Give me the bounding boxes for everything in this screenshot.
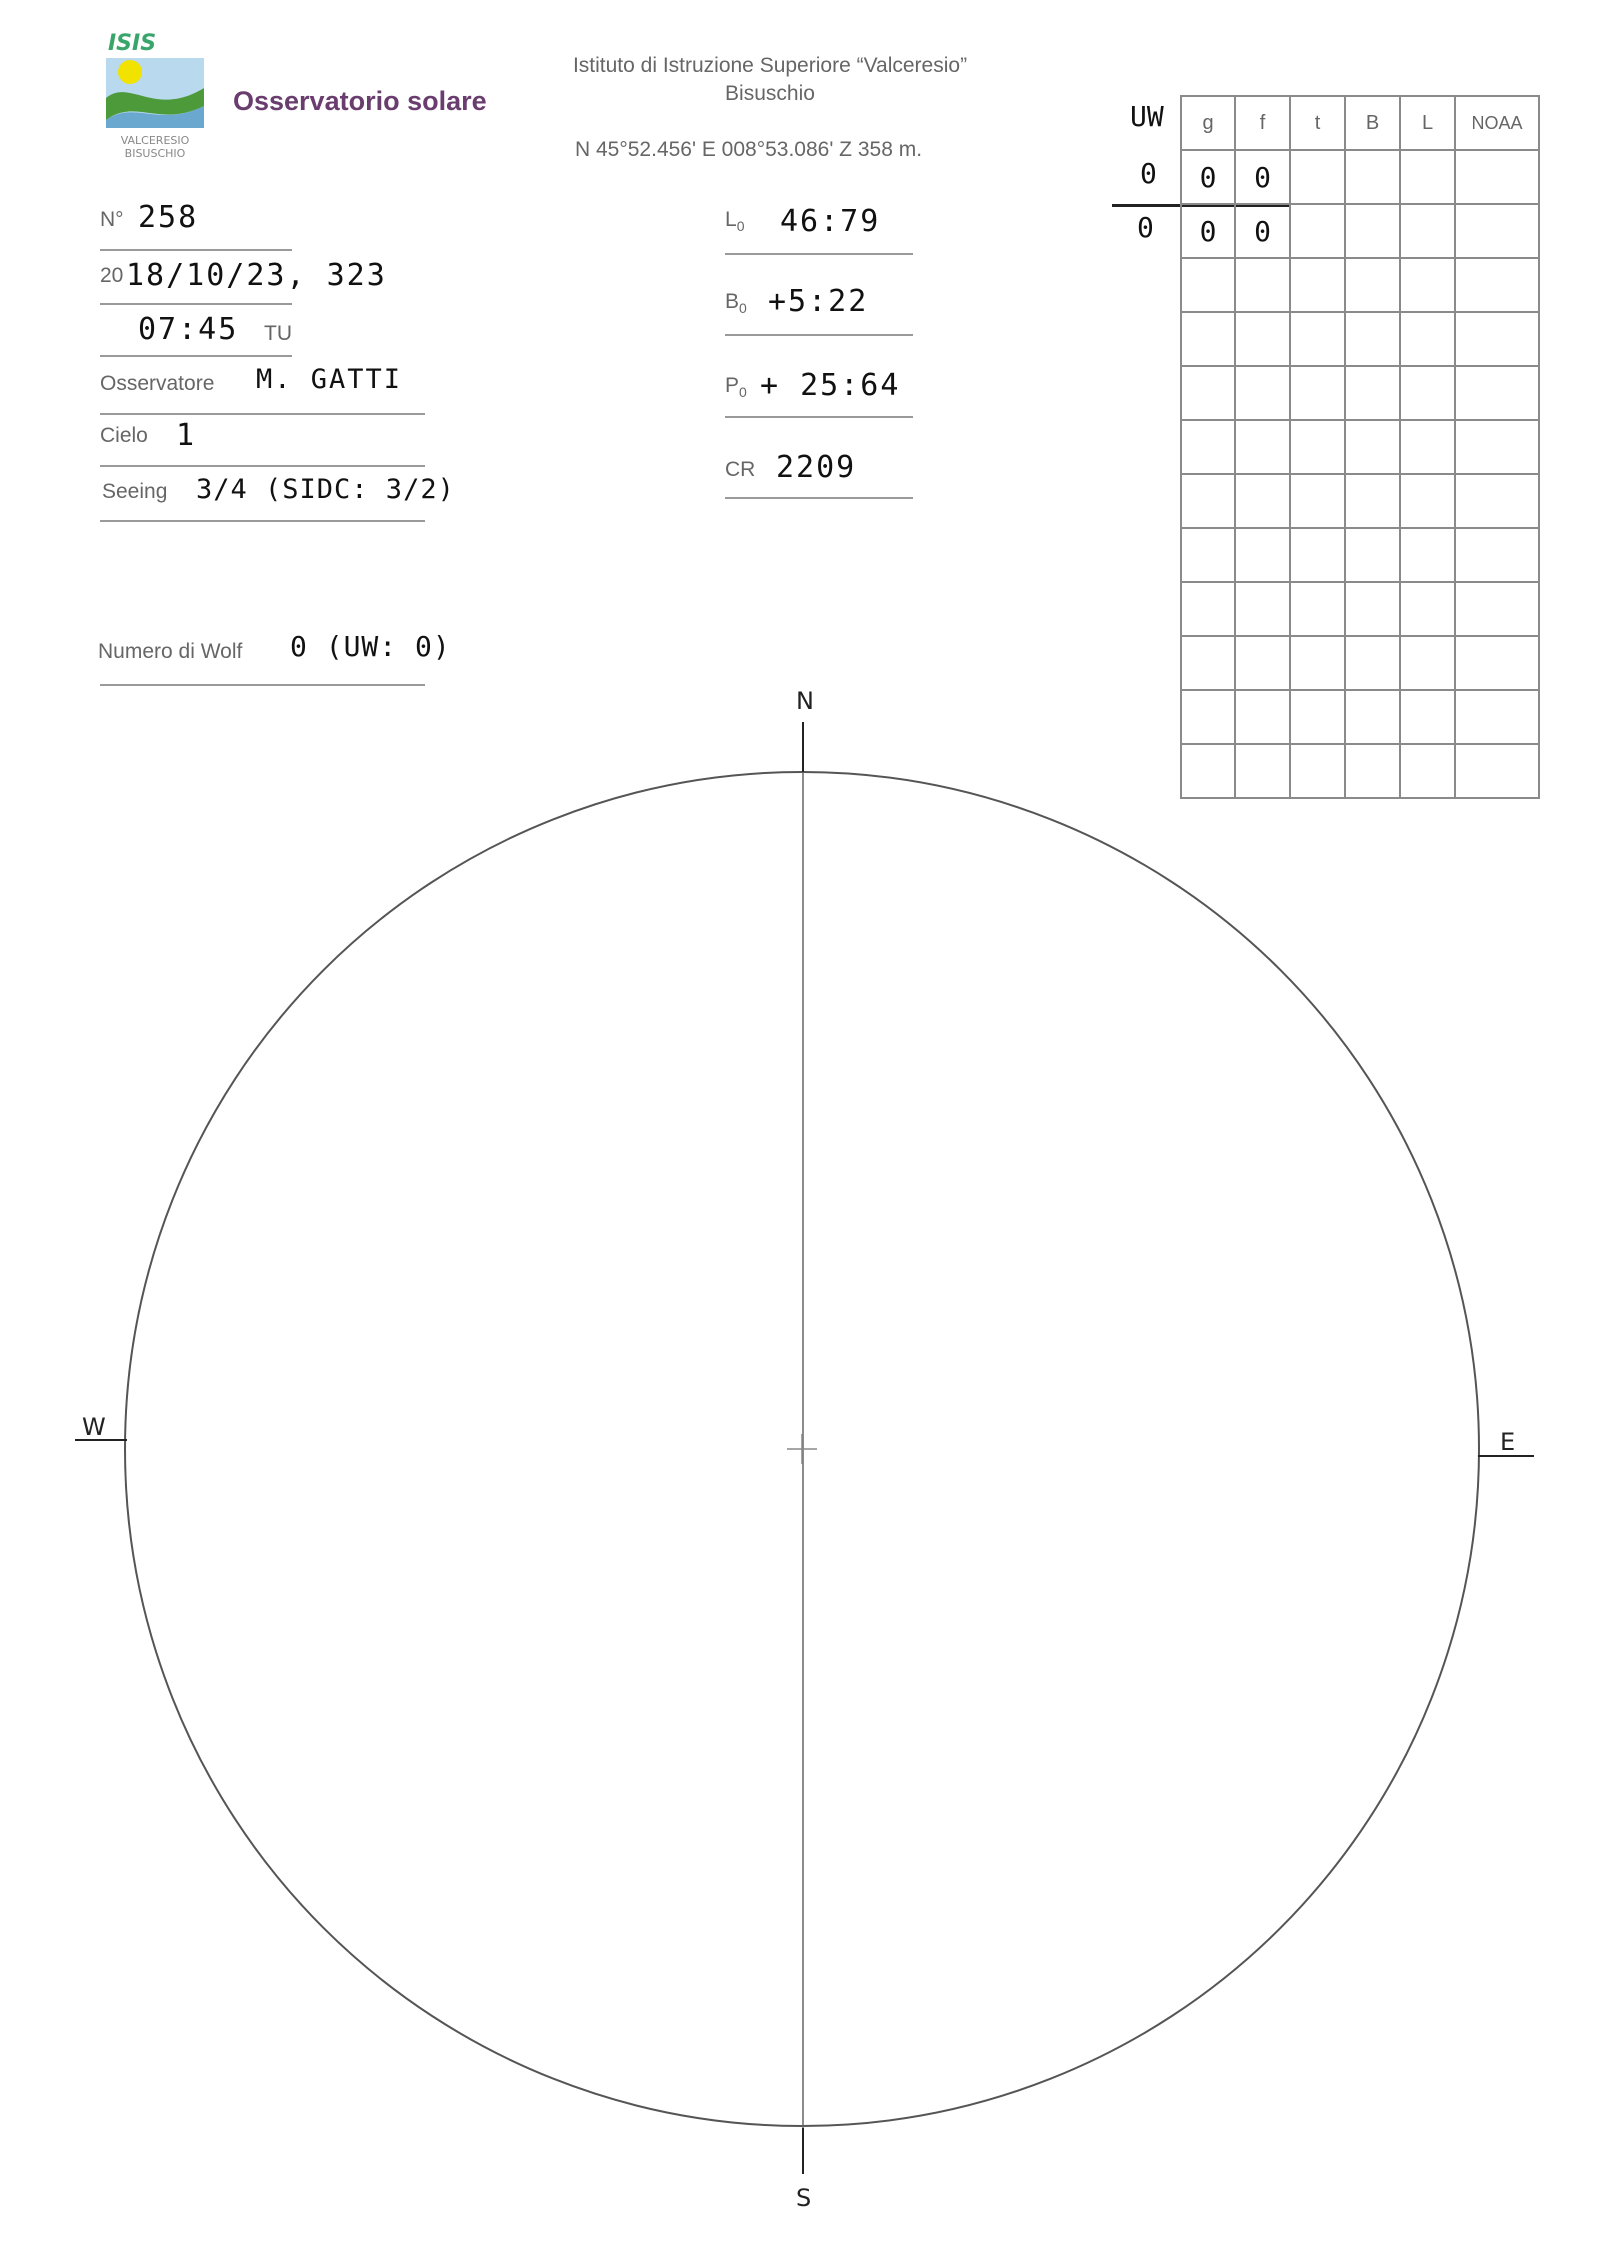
number-value[interactable]: 258	[138, 200, 199, 235]
observatory-title: Osservatorio solare	[233, 86, 487, 116]
east-label: E	[1500, 1428, 1516, 1456]
observer-value[interactable]: M. GATTI	[256, 364, 403, 395]
wolf-number-value[interactable]: 0 (UW: 0)	[290, 630, 451, 663]
column-header-l: L	[1400, 96, 1455, 150]
number-label: N°	[100, 208, 124, 231]
carrington-rotation-label: CR	[725, 458, 756, 481]
table-cell[interactable]: 0	[1235, 204, 1290, 258]
b0-label: $B_0$	[725, 290, 747, 317]
school-name: Istituto di Istruzione Superiore “Valceresio”	[572, 54, 968, 77]
table-cell[interactable]: 0	[1181, 150, 1235, 204]
uw-label: UW	[1130, 100, 1164, 133]
observatory-coordinates: N 45°52.456' E 008°53.086' Z 358 m.	[575, 138, 923, 161]
p0-label: $P_0$	[725, 374, 747, 401]
observer-label: Osservatore	[100, 372, 215, 395]
l0-label: $L_0$	[725, 208, 745, 235]
carrington-rotation-value[interactable]: 2209	[776, 450, 857, 485]
north-label: N	[796, 687, 814, 715]
time-unit: TU	[264, 322, 292, 345]
school-town: Bisuschio	[725, 82, 815, 105]
column-header-g: g	[1181, 96, 1235, 150]
p0-value[interactable]: + 25:64	[760, 368, 901, 403]
date-value[interactable]: 18/10/23, 323	[126, 258, 387, 293]
uw-value[interactable]: 0	[1140, 157, 1157, 190]
seeing-value[interactable]: 3/4 (SIDC: 3/2)	[196, 474, 455, 505]
uw-value[interactable]: 0	[1137, 211, 1154, 244]
table-cell[interactable]: 0	[1235, 150, 1290, 204]
b0-value[interactable]: +5:22	[768, 284, 869, 319]
column-header-f: f	[1235, 96, 1290, 150]
time-value[interactable]: 07:45	[138, 312, 239, 347]
table-cell[interactable]: 0	[1181, 204, 1235, 258]
seeing-label: Seeing	[102, 480, 168, 503]
logo-text: ISIS	[108, 31, 157, 56]
date-prefix: 20	[100, 264, 124, 287]
column-header-t: t	[1290, 96, 1345, 150]
west-label: W	[82, 1413, 106, 1441]
wolf-number-label: Numero di Wolf	[98, 640, 243, 663]
sky-label: Cielo	[100, 424, 148, 447]
south-label: S	[796, 2184, 812, 2212]
column-header-noaa: NOAA	[1455, 96, 1539, 150]
logo-subtitle-2: BISUSCHIO	[124, 147, 186, 160]
l0-value[interactable]: 46:79	[780, 204, 881, 239]
logo-subtitle-1: VALCERESIO	[120, 134, 190, 147]
sky-value[interactable]: 1	[176, 418, 197, 453]
column-header-b: B	[1345, 96, 1400, 150]
